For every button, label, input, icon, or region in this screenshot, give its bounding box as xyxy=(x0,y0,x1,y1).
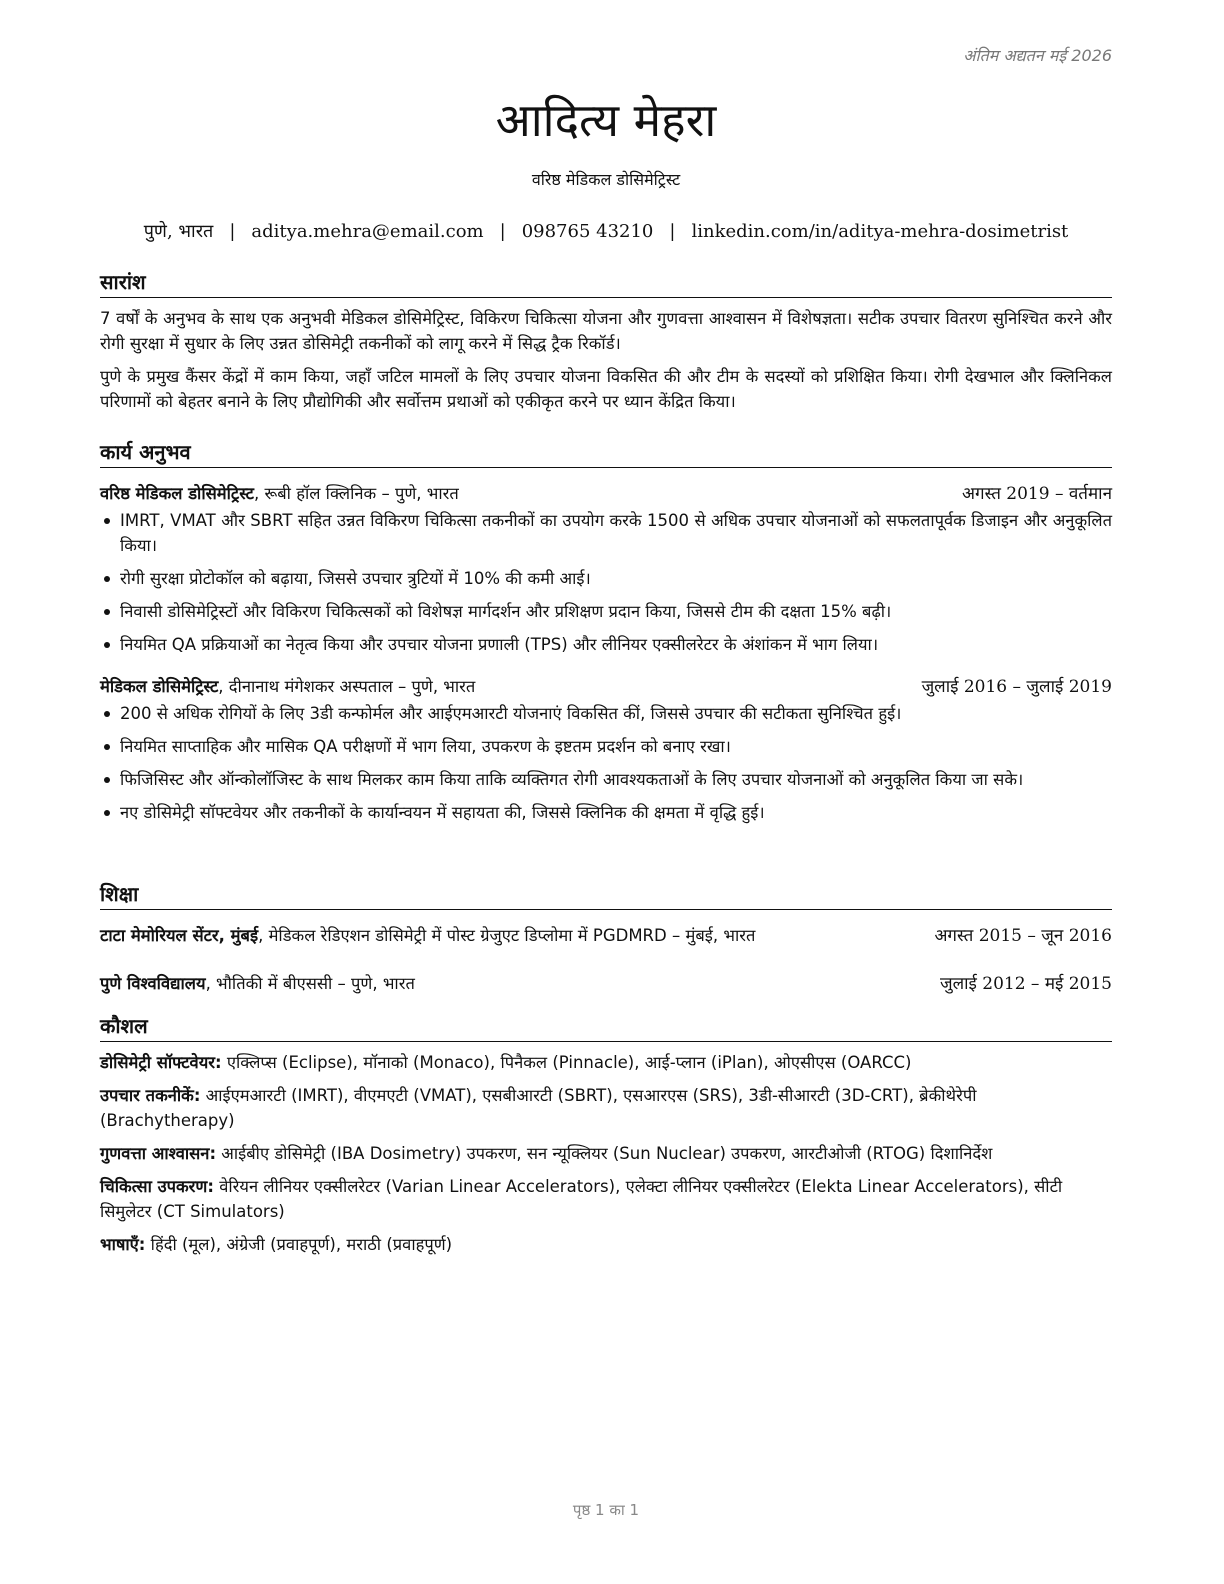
skill-value: आईएमआरटी (IMRT), वीएमएटी (VMAT), एसबीआरटी (SBRT), एसआरएस (SRS), 3डी-सीआरटी (3D-CRT), ब्रेकीथेरेपी (Brachytherapy) xyxy=(100,1086,977,1130)
job-bullet: रोगी सुरक्षा प्रोटोकॉल को बढ़ाया, जिससे उपचार त्रुटियों में 10% की कमी आई। xyxy=(120,566,1112,591)
contact-line xyxy=(100,219,1112,243)
job-entry xyxy=(100,675,1112,825)
skill-line xyxy=(100,1083,1112,1133)
skill-line xyxy=(100,1050,1112,1075)
skill-line xyxy=(100,1232,1112,1257)
summary-paragraph: 7 वर्षों के अनुभव के साथ एक अनुभवी मेडिकल डोसिमेट्रिस्ट, विकिरण चिकित्सा योजना और गुणवत्ता आश्वासन में विशेषज्ञता। सटीक उपचार वितरण सुनिश्चित करने और रोगी सुरक्षा में सुधार के लिए उन्नत डोसिमेट्री तकनीकों को लागू करने में सिद्ध ट्रैक रिकॉर्ड। xyxy=(100,309,1112,353)
education-detail: , मेडिकल रेडिएशन डोसिमेट्री में पोस्ट ग्रेजुएट डिप्लोमा में PGDMRD – मुंबई, भारत xyxy=(258,926,756,945)
skill-line xyxy=(100,1141,1112,1166)
candidate-title: वरिष्ठ मेडिकल डोसिमेट्रिस्ट xyxy=(531,170,681,189)
skills-section xyxy=(100,1012,1112,1257)
candidate-name: आदित्य मेहरा xyxy=(495,93,717,147)
job-header xyxy=(100,675,1112,699)
contact-email[interactable]: aditya.mehra@email.com xyxy=(251,221,484,242)
contact-linkedin[interactable]: linkedin.com/in/aditya-mehra-dosimetrist xyxy=(691,221,1069,242)
job-entry xyxy=(100,482,1112,657)
summary-paragraph: पुणे के प्रमुख कैंसर केंद्रों में काम किया, जहाँ जटिल मामलों के लिए उपचार योजना विकसित की और टीम के सदस्यों को प्रशिक्षित किया। रोगी देखभाल और क्लिनिकल परिणामों को बेहतर बनाने के लिए प्रौद्योगिकी और सर्वोत्तम प्रथाओं को एकीकृत करने पर ध्यान केंद्रित किया। xyxy=(100,367,1112,411)
job-bullet: निवासी डोसिमेट्रिस्टों और विकिरण चिकित्सकों को विशेषज्ञ मार्गदर्शन और प्रशिक्षण प्रदान किया, जिससे टीम की दक्षता 15% बढ़ी। xyxy=(120,599,1112,624)
education-entry xyxy=(100,972,1112,996)
job-dates: जुलाई 2016 – जुलाई 2019 xyxy=(921,677,1112,697)
section-heading-experience: कार्य अनुभव xyxy=(100,438,1112,468)
skill-label: डोसिमेट्री सॉफ्टवेयर: xyxy=(100,1053,222,1072)
job-bullet: 200 से अधिक रोगियों के लिए 3डी कन्फोर्मल और आईएमआरटी योजनाएं विकसित कीं, जिससे उपचार की सटीकता सुनिश्चित हुई। xyxy=(120,701,1112,726)
education-dates: जुलाई 2012 – मई 2015 xyxy=(939,974,1112,994)
job-header xyxy=(100,482,1112,506)
job-dates: अगस्त 2019 – वर्तमान xyxy=(962,484,1112,504)
experience-section xyxy=(100,438,1112,833)
contact-separator: | xyxy=(499,221,506,242)
job-bullets xyxy=(100,508,1112,657)
contact-phone[interactable]: 098765 43210 xyxy=(521,221,654,242)
skill-value: वेरियन लीनियर एक्सीलरेटर (Varian Linear Accelerators), एलेक्टा लीनियर एक्सीलरेटर (Elekta Linear Accelerators), सीटी सिमुलेटर (CT Simulators) xyxy=(100,1177,1063,1221)
skill-label: उपचार तकनीकें: xyxy=(100,1086,201,1105)
skill-value: एक्लिप्स (Eclipse), मॉनाको (Monaco), पिनैकल (Pinnacle), आई-प्लान (iPlan), ओएसीएस (OARCC) xyxy=(221,1053,912,1072)
contact-separator: | xyxy=(669,221,676,242)
education-entry xyxy=(100,924,1112,948)
job-org: , दीनानाथ मंगेशकर अस्पताल – पुणे, भारत xyxy=(218,677,476,696)
skill-label: गुणवत्ता आश्वासन: xyxy=(100,1144,217,1163)
job-bullet: नियमित साप्ताहिक और मासिक QA परीक्षणों में भाग लिया, उपकरण के इष्टतम प्रदर्शन को बनाए रखा। xyxy=(120,734,1112,759)
education-school: पुणे विश्वविद्यालय xyxy=(100,974,206,993)
skill-value: आईबीए डोसिमेट्री (IBA Dosimetry) उपकरण, सन न्यूक्लियर (Sun Nuclear) उपकरण, आरटीओजी (RTOG) दिशानिर्देश xyxy=(216,1144,993,1163)
summary-section xyxy=(100,268,1112,414)
job-bullet: फिजिसिस्ट और ऑन्कोलॉजिस्ट के साथ मिलकर काम किया ताकि व्यक्तिगत रोगी आवश्यकताओं के लिए उपचार योजनाओं को अनुकूलित किया जा सके। xyxy=(120,767,1112,792)
education-dates: अगस्त 2015 – जून 2016 xyxy=(934,926,1112,946)
education-school: टाटा मेमोरियल सेंटर, मुंबई xyxy=(100,926,259,945)
job-org: , रूबी हॉल क्लिनिक – पुणे, भारत xyxy=(253,484,459,503)
job-bullet: IMRT, VMAT और SBRT सहित उन्नत विकिरण चिकित्सा तकनीकों का उपयोग करके 1500 से अधिक उपचार योजनाओं को सफलतापूर्वक डिजाइन और अनुकूलित किया। xyxy=(120,508,1112,558)
contact-location: पुणे, भारत xyxy=(143,221,214,242)
job-role: वरिष्ठ मेडिकल डोसिमेट्रिस्ट xyxy=(100,484,254,503)
job-role: मेडिकल डोसिमेट्रिस्ट xyxy=(100,677,219,696)
section-heading-summary: सारांश xyxy=(100,268,1112,298)
job-bullet: नियमित QA प्रक्रियाओं का नेतृत्व किया और उपचार योजना प्रणाली (TPS) और लीनियर एक्सीलरेटर के अंशांकन में भाग लिया। xyxy=(120,632,1112,657)
job-bullet: नए डोसिमेट्री सॉफ्टवेयर और तकनीकों के कार्यान्वयन में सहायता की, जिससे क्लिनिक की क्षमता में वृद्धि हुई। xyxy=(120,800,1112,825)
education-section xyxy=(100,880,1112,996)
skill-line xyxy=(100,1174,1112,1224)
education-detail: , भौतिकी में बीएससी – पुणे, भारत xyxy=(205,974,415,993)
page-number: पृष्ठ 1 का 1 xyxy=(572,1501,640,1519)
skill-label: चिकित्सा उपकरण: xyxy=(100,1177,214,1196)
resume-page xyxy=(100,0,1112,1584)
skill-label: भाषाएँ: xyxy=(100,1235,146,1254)
job-bullets xyxy=(100,701,1112,825)
section-heading-education: शिक्षा xyxy=(100,880,1112,910)
skill-value: हिंदी (मूल), अंग्रेजी (प्रवाहपूर्ण), मराठी (प्रवाहपूर्ण) xyxy=(145,1235,453,1254)
last-updated: अंतिम अद्यतन मई 2026 xyxy=(963,46,1112,65)
contact-separator: | xyxy=(229,221,236,242)
section-heading-skills: कौशल xyxy=(100,1012,1112,1042)
